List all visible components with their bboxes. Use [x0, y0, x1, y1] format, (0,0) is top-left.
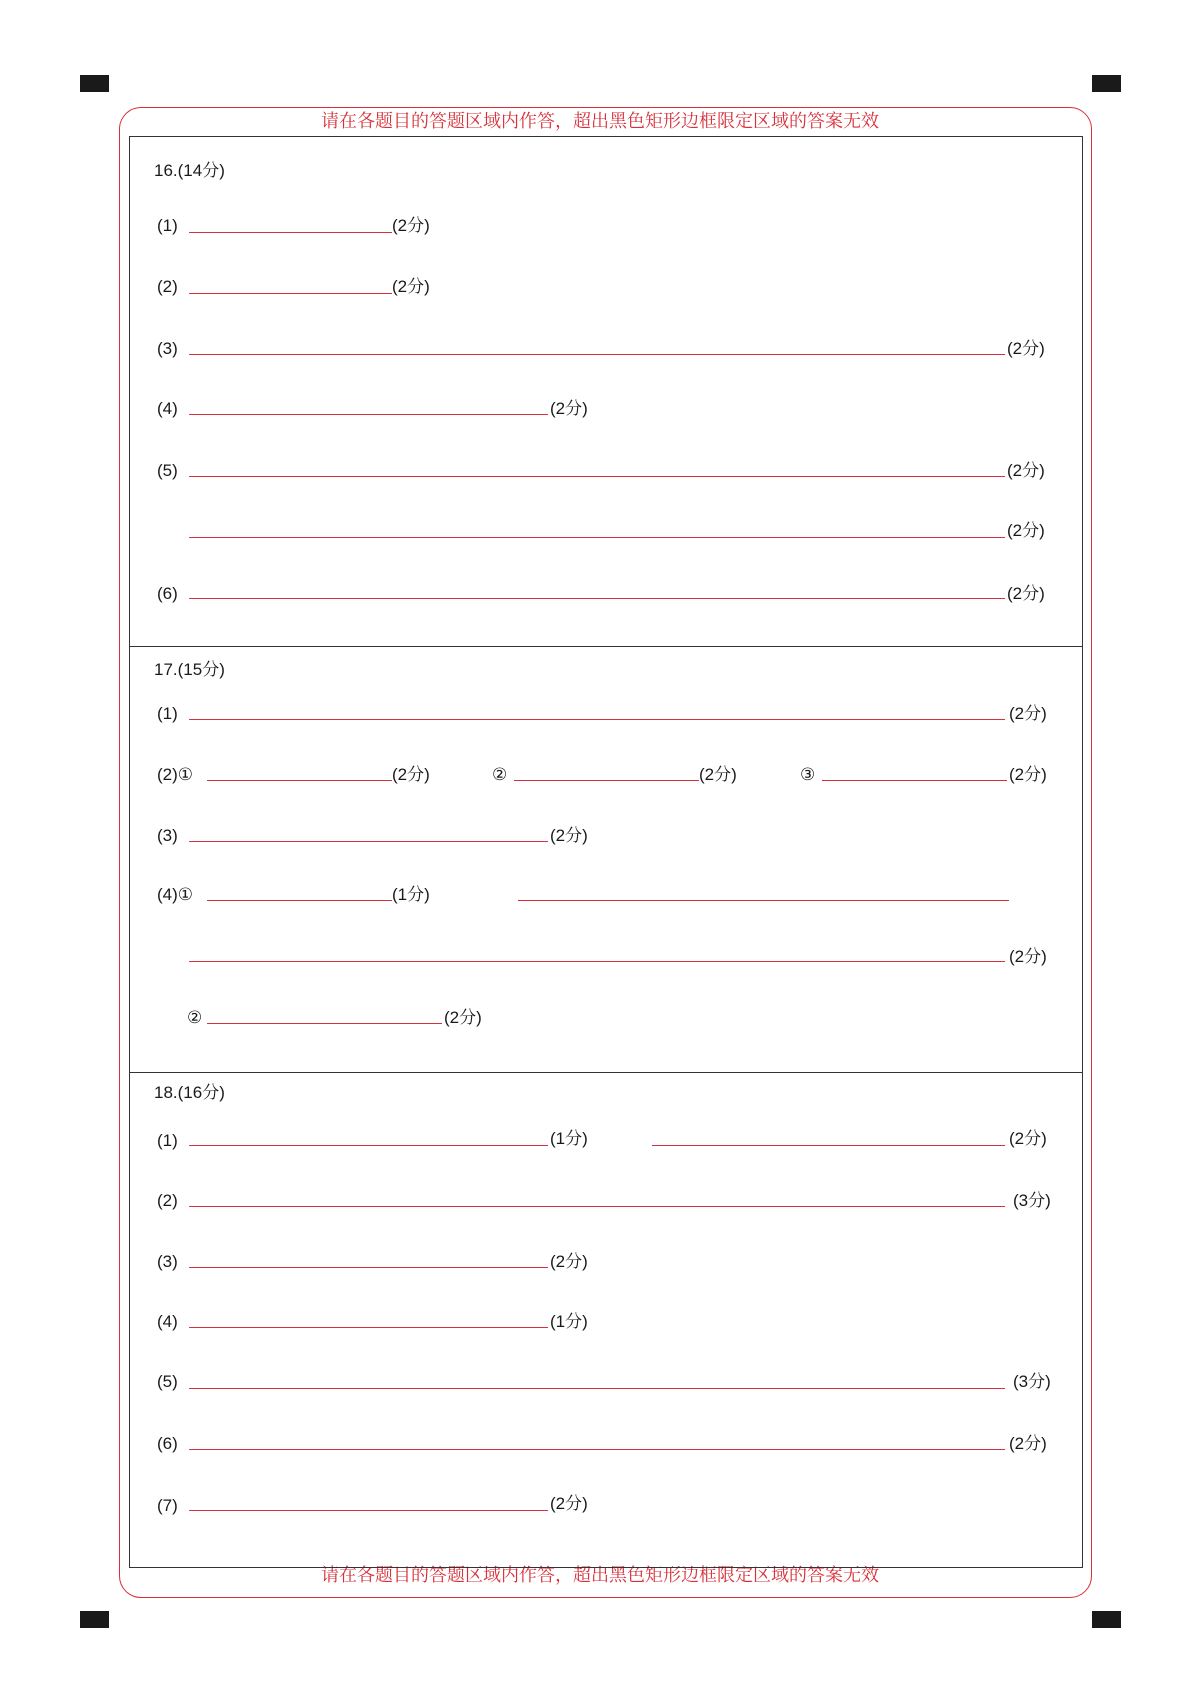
q16-score-4: (2分): [550, 399, 588, 418]
q17-score-2-3: (2分): [1009, 765, 1047, 784]
q18-score-5: (3分): [1013, 1372, 1051, 1391]
q18-score-6: (2分): [1009, 1434, 1047, 1453]
q18-label-7: (7): [157, 1496, 178, 1515]
q17-score-1: (2分): [1009, 704, 1047, 723]
q17-answer-line-1[interactable]: [189, 719, 1005, 720]
q17-label-2-1: (2)①: [157, 765, 194, 784]
q17-answer-line-2-3[interactable]: [822, 780, 1007, 781]
q16-label-5: (5): [157, 461, 178, 480]
q16-answer-line-5a[interactable]: [189, 476, 1005, 477]
registration-mark-bottom-right: [1092, 1611, 1121, 1628]
q16-answer-line-4[interactable]: [189, 414, 548, 415]
q18-label-2: (2): [157, 1191, 178, 1210]
q17-label-2-3: ③: [800, 765, 816, 784]
q16-answer-line-5b[interactable]: [189, 537, 1005, 538]
q16-label-1: (1): [157, 216, 178, 235]
q18-score-2: (3分): [1013, 1191, 1051, 1210]
q17-score-4-2: (2分): [444, 1008, 482, 1027]
q16-score-3: (2分): [1007, 339, 1045, 358]
registration-mark-bottom-left: [80, 1611, 109, 1628]
q17-answer-line-4-1[interactable]: [207, 900, 392, 901]
section-divider-16-17: [129, 646, 1083, 647]
q16-label-4: (4): [157, 399, 178, 418]
q17-answer-line-2-1[interactable]: [207, 780, 392, 781]
q17-label-3: (3): [157, 826, 178, 845]
q17-answer-line-4-1c[interactable]: [189, 961, 1005, 962]
q16-answer-line-1[interactable]: [189, 232, 392, 233]
q18-score-1a: (1分): [550, 1129, 588, 1148]
q16-label-2: (2): [157, 277, 178, 296]
q16-score-6: (2分): [1007, 584, 1045, 603]
q18-score-3: (2分): [550, 1252, 588, 1271]
q16-score-5a: (2分): [1007, 461, 1045, 480]
q17-score-2-2: (2分): [699, 765, 737, 784]
q17-label-2-2: ②: [492, 765, 508, 784]
q17-answer-line-4-1b[interactable]: [518, 900, 1009, 901]
q16-answer-line-3[interactable]: [189, 354, 1005, 355]
q17-answer-line-2-2[interactable]: [514, 780, 699, 781]
q16-answer-line-6[interactable]: [189, 598, 1005, 599]
q16-score-5b: (2分): [1007, 521, 1045, 540]
q18-label-1: (1): [157, 1131, 178, 1150]
notice-bottom: 请在各题目的答题区域内作答，超出黑色矩形边框限定区域的答案无效: [321, 1565, 879, 1586]
q18-label-5: (5): [157, 1372, 178, 1391]
answer-box: [129, 136, 1083, 1568]
q17-label-4-2: ②: [187, 1008, 203, 1027]
q17-score-4-1c: (2分): [1009, 947, 1047, 966]
q16-score-2: (2分): [392, 277, 430, 296]
q17-label-4-1: (4)①: [157, 885, 194, 904]
q16-label-3: (3): [157, 339, 178, 358]
section-divider-17-18: [129, 1072, 1083, 1073]
q16-label-6: (6): [157, 584, 178, 603]
q18-label-3: (3): [157, 1252, 178, 1271]
q17-score-4-1: (1分): [392, 885, 430, 904]
registration-mark-top-left: [80, 75, 109, 92]
q18-score-7: (2分): [550, 1494, 588, 1513]
q16-score-1: (2分): [392, 216, 430, 235]
q18-answer-line-7[interactable]: [189, 1510, 548, 1511]
q17-score-2-1: (2分): [392, 765, 430, 784]
q18-score-4: (1分): [550, 1312, 588, 1331]
q18-answer-line-2[interactable]: [189, 1206, 1005, 1207]
q18-answer-line-3[interactable]: [189, 1267, 548, 1268]
registration-mark-top-right: [1092, 75, 1121, 92]
q18-label-4: (4): [157, 1312, 178, 1331]
q18-answer-line-5[interactable]: [189, 1388, 1005, 1389]
q17-answer-line-4-2[interactable]: [207, 1023, 442, 1024]
q18-answer-line-1b[interactable]: [652, 1145, 1005, 1146]
q16-answer-line-2[interactable]: [189, 293, 392, 294]
q18-answer-line-6[interactable]: [189, 1449, 1005, 1450]
q17-score-3: (2分): [550, 826, 588, 845]
q18-title: 18.(16分): [154, 1083, 225, 1102]
q17-title: 17.(15分): [154, 660, 225, 679]
q17-label-1: (1): [157, 704, 178, 723]
notice-top: 请在各题目的答题区域内作答，超出黑色矩形边框限定区域的答案无效: [321, 111, 879, 132]
q18-answer-line-4[interactable]: [189, 1327, 548, 1328]
q16-title: 16.(14分): [154, 161, 225, 180]
q18-answer-line-1a[interactable]: [189, 1145, 548, 1146]
q18-score-1b: (2分): [1009, 1129, 1047, 1148]
q17-answer-line-3[interactable]: [189, 841, 548, 842]
q18-label-6: (6): [157, 1434, 178, 1453]
